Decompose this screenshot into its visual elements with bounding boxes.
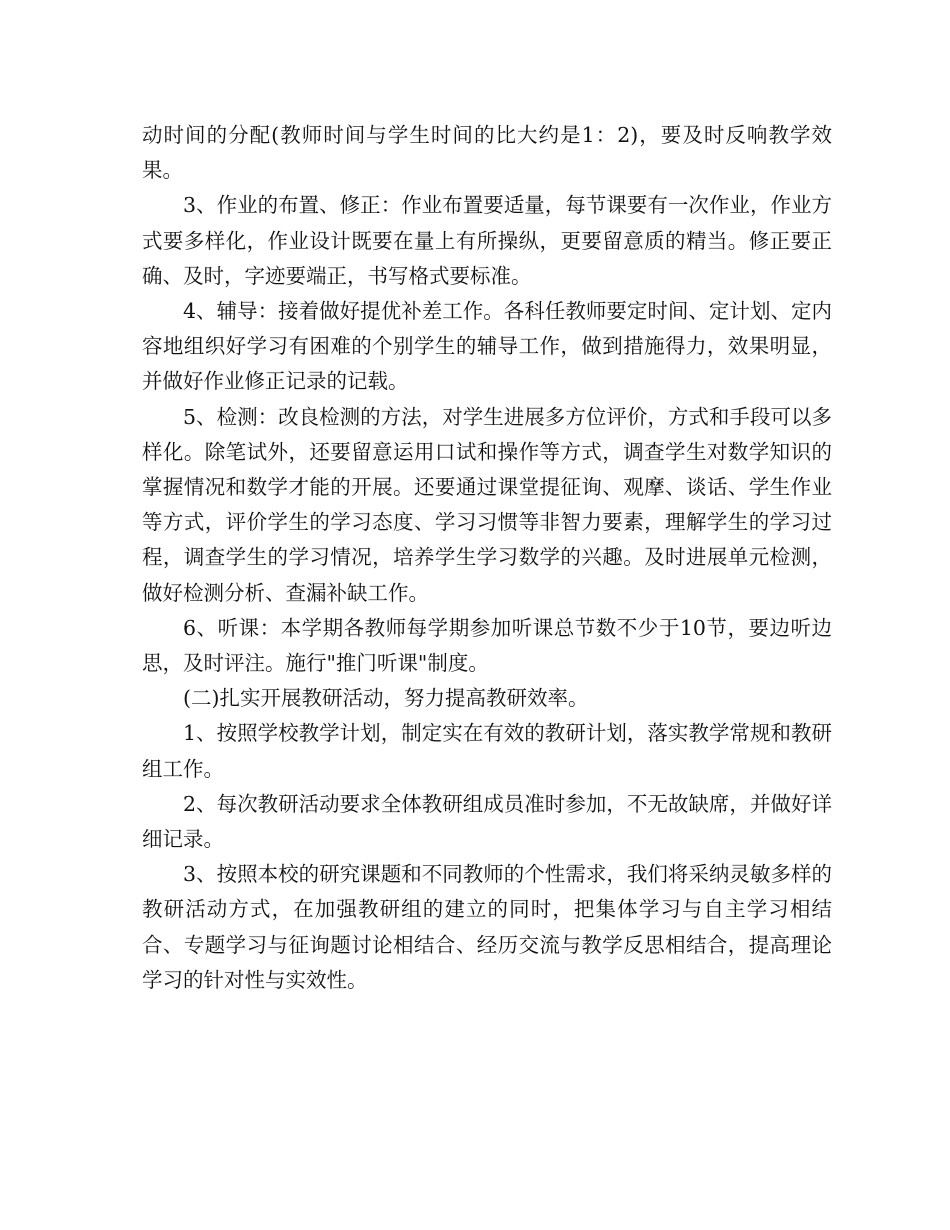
paragraph-homework: 3、作业的布置、修正：作业布置要适量，每节课要有一次作业，作业方式要多样化，作业设计既要在量上有所操纵，更要留意质的精当。修正要正确、及时，字迹要端正，书写格式要标准。: [142, 193, 832, 288]
section-heading-research: (二)扎实开展教研活动，努力提高教研效率。: [183, 686, 589, 711]
paragraph-tutoring: 4、辅导：接着做好提优补差工作。各科任教师要定时间、定计划、定内容地组织好学习有困难的个别学生的辅导工作，做到措施得力，效果明显，并做好作业修正记录的记载。: [142, 299, 832, 394]
paragraph-assessment: 5、检测：改良检测的方法，对学生进展多方位评价，方式和手段可以多样化。除笔试外，还要留意运用口试和操作等方式，调查学生对数学知识的掌握情况和数学才能的开展。还要通过课堂提征询、观摩、谈话、学生作业等方式，评价学生的学习态度、学习习惯等非智力要素，理解学生的学习过程，调查学生的学习情况，培养学生学习数学的兴趣。及时进展单元检测，做好检测分析、查漏补缺工作。: [142, 404, 832, 605]
paragraph-research-methods: 3、按照本校的研究课题和不同教师的个性需求，我们将采纳灵敏多样的教研活动方式，在加强教研组的建立的同时，把集体学习与自主学习相结合、专题学习与征询题讨论相结合、经历交流与教学反思相结合，提高理论学习的针对性与实效性。: [142, 862, 832, 992]
paragraph-attendance: 2、每次教研活动要求全体教研组成员准时参加，不无故缺席，并做好详细记录。: [142, 791, 832, 852]
paragraph-continuation: 动时间的分配(教师时间与学生时间的比大约是1：2)，要及时反响教学效果。: [142, 123, 832, 183]
paragraph-lesson-observation: 6、听课：本学期各教师每学期参加听课总节数不少于10节，要边听边思，及时评注。施行"推门听课"制度。: [142, 615, 832, 676]
document-body: [142, 118, 832, 998]
paragraph-research-plan: 1、按照学校教学计划，制定实在有效的教研计划，落实教学常规和教研组工作。: [142, 721, 832, 781]
